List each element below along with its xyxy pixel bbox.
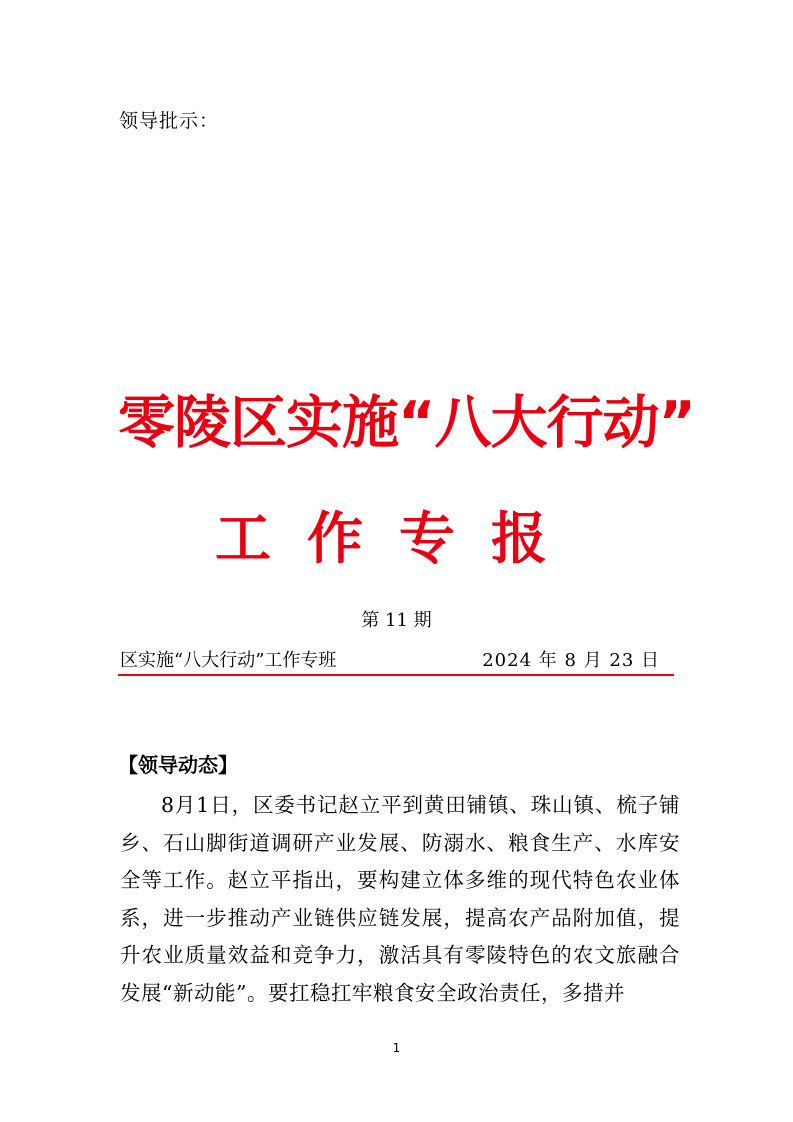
section-heading: 【领导动态】 bbox=[118, 753, 238, 777]
issuer-date-row bbox=[120, 648, 674, 674]
red-divider-line bbox=[118, 674, 674, 676]
page-number: 1 bbox=[392, 1041, 401, 1055]
issuer-name: 区实施“八大行动”工作专班 bbox=[120, 650, 337, 671]
report-title-line2: 工作专报 bbox=[215, 507, 583, 572]
leader-approval-label: 领导批示： bbox=[119, 110, 220, 132]
issue-number: 第 11 期 bbox=[361, 610, 432, 631]
issue-date: 2024 年 8 月 23 日 bbox=[482, 650, 660, 671]
section-body-paragraph: 8月1日，区委书记赵立平到黄田铺镇、珠山镇、梳子铺乡、石山脚街道调研产业发展、防溺水、粮食生产、水库安全等工作。赵立平指出，要构建立体多维的现代特色农业体系，进一步推动产业链供应链发展，提高农产品附加值，提升农业质量效益和竞争力，激活具有零陵特色的农文旅融合发展“新动能”。要扛稳扛牢粮食安全政治责任，多措并 bbox=[120, 793, 680, 1005]
report-title-line1: 零陵区实施“八大行动” bbox=[118, 390, 695, 456]
